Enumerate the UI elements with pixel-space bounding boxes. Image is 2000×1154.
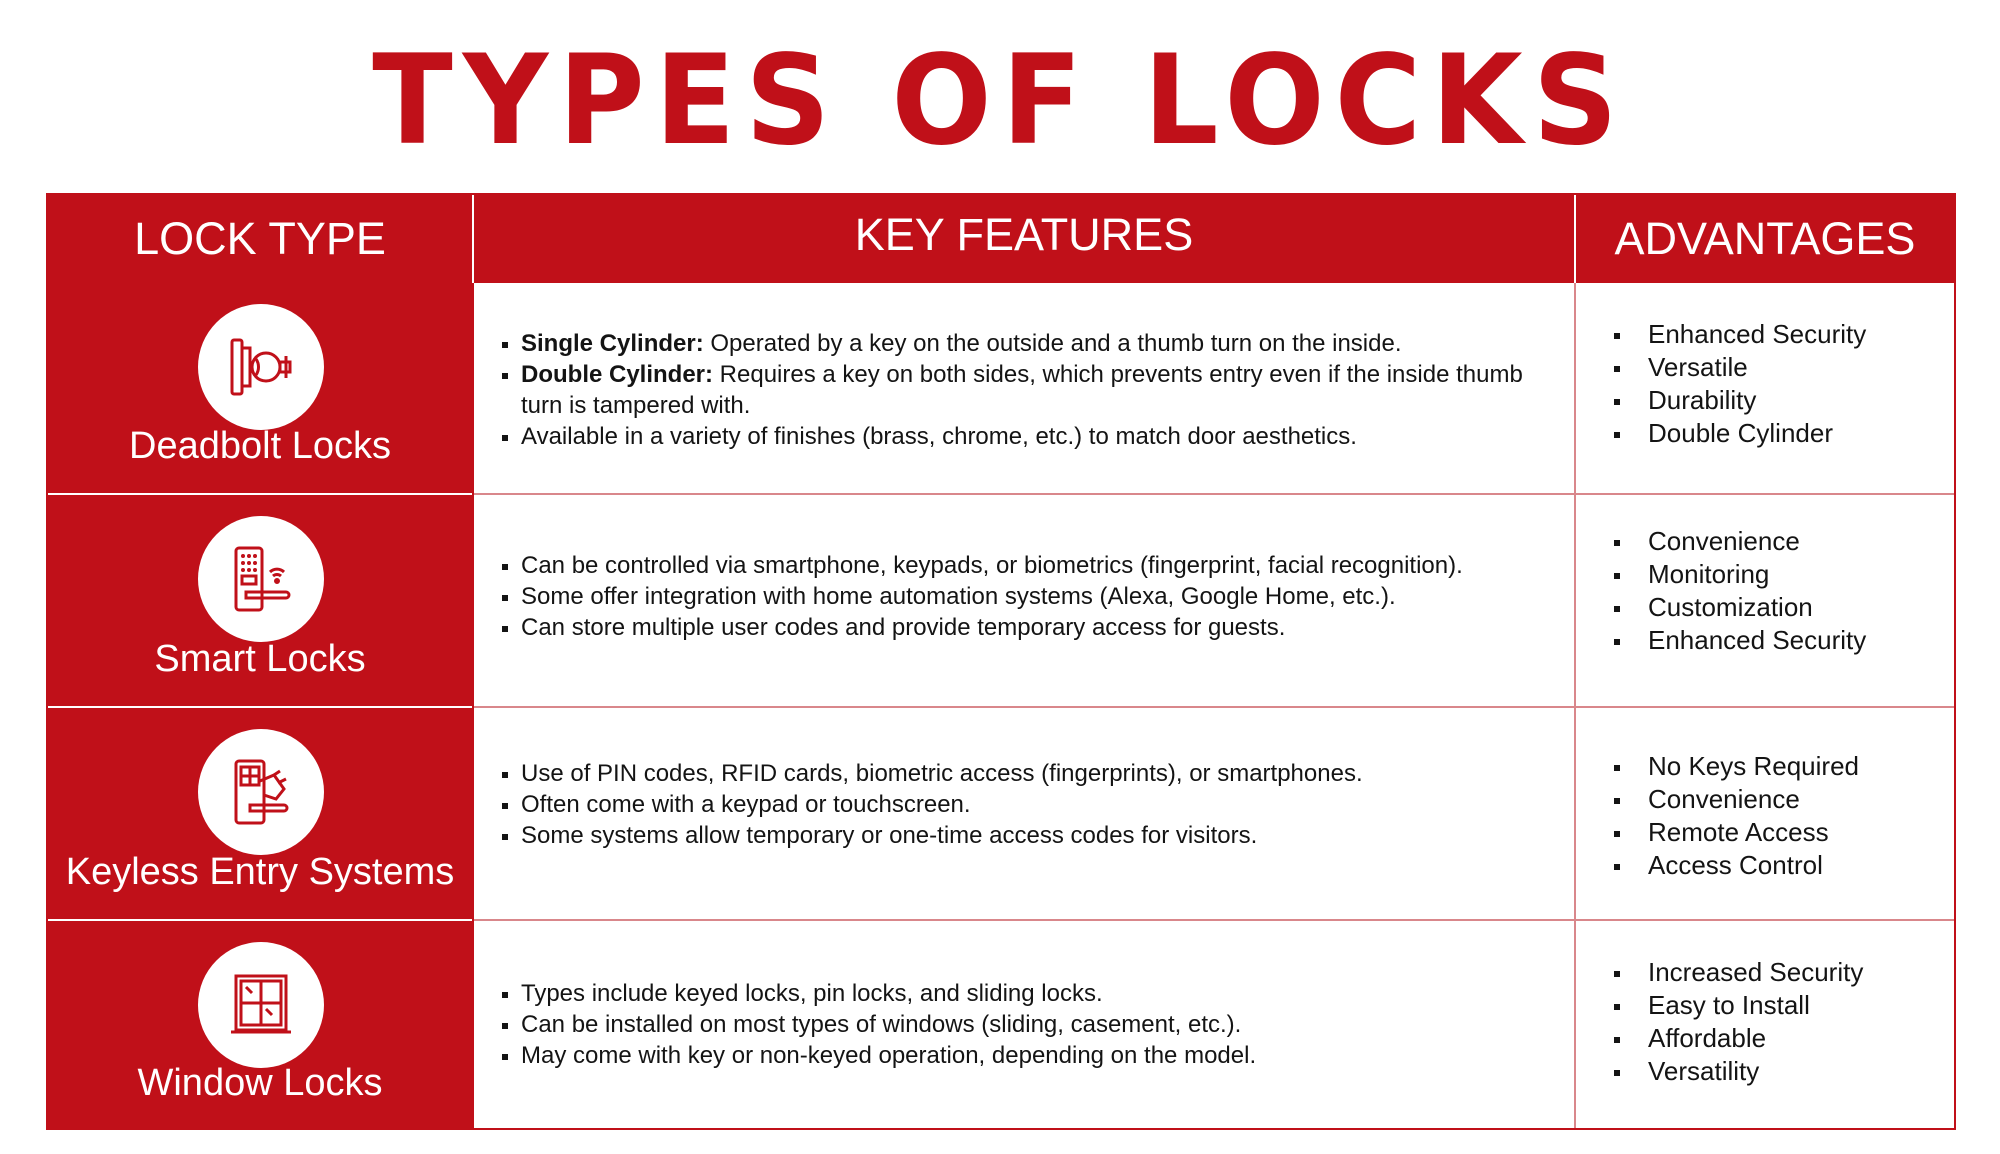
advantages-list xyxy=(1612,525,1942,657)
features-list xyxy=(498,758,1558,851)
header-lock-type: LOCK TYPE xyxy=(134,213,386,264)
list-item: Affordable xyxy=(1612,1022,1942,1055)
lock-types-table xyxy=(46,193,1956,1130)
advantages-list xyxy=(1612,750,1942,882)
lock-type-label: Deadbolt Locks xyxy=(129,425,391,467)
features-list xyxy=(498,978,1558,1071)
column-divider xyxy=(472,283,474,1128)
list-item: Convenience xyxy=(1612,525,1942,558)
list-item: Enhanced Security xyxy=(1612,318,1942,351)
list-item: Some systems allow temporary or one-time access codes for visitors. xyxy=(498,820,1558,851)
list-item: Double Cylinder xyxy=(1612,417,1942,450)
features-list xyxy=(498,328,1558,452)
list-item: Can store multiple user codes and provide temporary access for guests. xyxy=(498,612,1558,643)
list-item: Customization xyxy=(1612,591,1942,624)
list-item: Monitoring xyxy=(1612,558,1942,591)
table-row xyxy=(48,283,1954,493)
lock-type-label: Smart Locks xyxy=(154,638,366,680)
list-item xyxy=(498,328,1558,359)
list-item: Easy to Install xyxy=(1612,989,1942,1022)
lock-type-label: Window Locks xyxy=(137,1062,383,1104)
deadbolt-lock-icon xyxy=(198,304,324,430)
lock-type-cell xyxy=(48,708,472,919)
feature-text: Available in a variety of finishes (brass, chrome, etc.) to match door aesthetics. xyxy=(521,423,1357,450)
advantages-cell xyxy=(1576,495,1954,706)
list-item xyxy=(498,359,1558,421)
lock-type-cell xyxy=(48,921,472,1128)
lock-type-cell xyxy=(48,283,472,493)
features-list xyxy=(498,550,1558,643)
list-item: Versatile xyxy=(1612,351,1942,384)
advantages-cell xyxy=(1576,921,1954,1128)
header-key-features: KEY FEATURES xyxy=(854,209,1194,260)
list-item: Access Control xyxy=(1612,849,1942,882)
table-header xyxy=(48,195,1954,283)
advantages-list xyxy=(1612,956,1942,1088)
list-item: Enhanced Security xyxy=(1612,624,1942,657)
table-row xyxy=(48,708,1954,919)
features-cell xyxy=(474,495,1574,706)
features-cell xyxy=(474,283,1574,493)
features-cell xyxy=(474,921,1574,1128)
table-row xyxy=(48,921,1954,1128)
feature-term: Single Cylinder: xyxy=(521,330,704,357)
features-cell xyxy=(474,708,1574,919)
list-item: Increased Security xyxy=(1612,956,1942,989)
list-item: Types include keyed locks, pin locks, and sliding locks. xyxy=(498,978,1558,1009)
list-item: No Keys Required xyxy=(1612,750,1942,783)
window-lock-icon xyxy=(198,942,324,1068)
list-item: Some offer integration with home automation systems (Alexa, Google Home, etc.). xyxy=(498,581,1558,612)
list-item: Convenience xyxy=(1612,783,1942,816)
header-advantages: ADVANTAGES xyxy=(1614,213,1916,264)
advantages-cell xyxy=(1576,283,1954,493)
feature-text: Requires a key on both sides, which prevents entry even if the inside thumb turn is tampered with. xyxy=(521,361,1523,419)
list-item xyxy=(498,421,1558,452)
feature-term: Double Cylinder: xyxy=(521,361,714,388)
list-item: Can be installed on most types of windows (sliding, casement, etc.). xyxy=(498,1009,1558,1040)
advantages-cell xyxy=(1576,708,1954,919)
table-row xyxy=(48,495,1954,706)
list-item: Use of PIN codes, RFID cards, biometric access (fingerprints), or smartphones. xyxy=(498,758,1558,789)
list-item: Remote Access xyxy=(1612,816,1942,849)
page-title: TYPES OF LOCKS xyxy=(372,27,1628,173)
advantages-list xyxy=(1612,318,1942,450)
smart-lock-icon xyxy=(198,516,324,642)
list-item: Often come with a keypad or touchscreen. xyxy=(498,789,1558,820)
feature-text: Operated by a key on the outside and a thumb turn on the inside. xyxy=(703,330,1402,357)
list-item: Durability xyxy=(1612,384,1942,417)
list-item: Versatility xyxy=(1612,1055,1942,1088)
keyless-entry-icon xyxy=(198,729,324,855)
lock-type-cell xyxy=(48,495,472,706)
list-item: May come with key or non-keyed operation, depending on the model. xyxy=(498,1040,1558,1071)
lock-type-label: Keyless Entry Systems xyxy=(65,851,455,893)
list-item: Can be controlled via smartphone, keypads, or biometrics (fingerprint, facial recognition). xyxy=(498,550,1558,581)
